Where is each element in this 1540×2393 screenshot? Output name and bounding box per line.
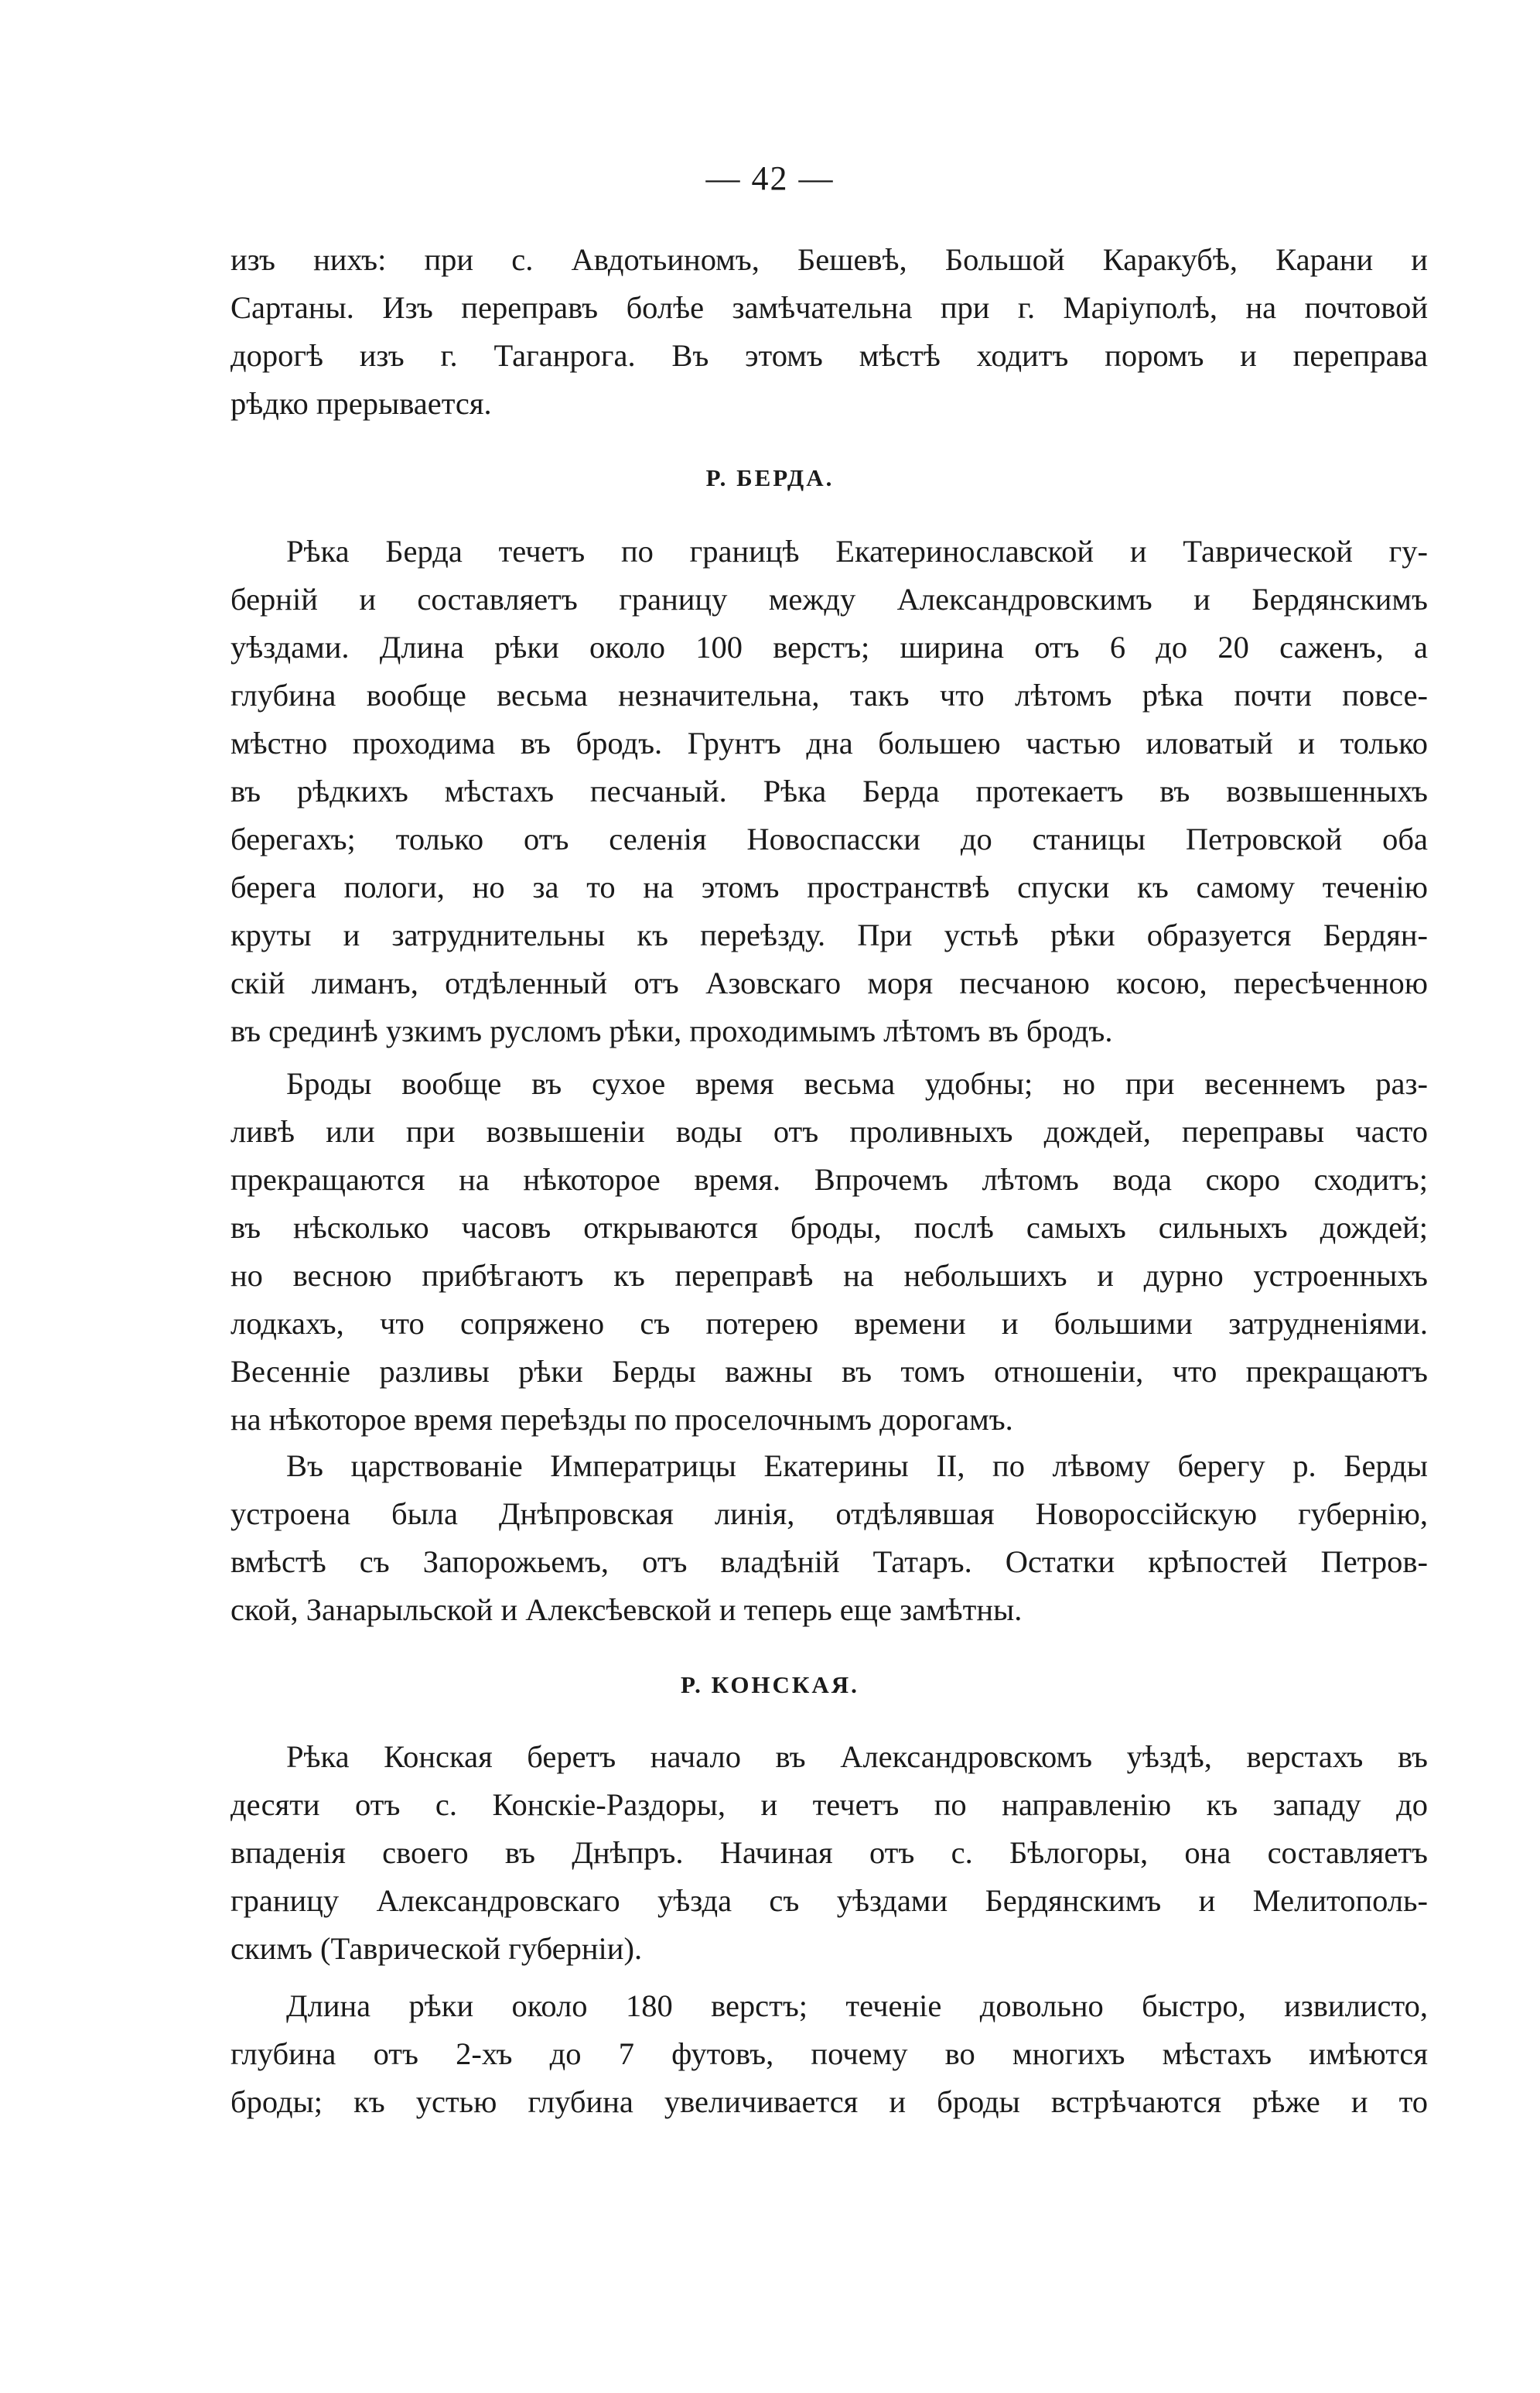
text-line: въ нѣсколько часовъ открываются броды, послѣ самыхъ сильныхъ дождей; [230,1210,1428,1245]
text-line: Въ царствованіе Императрицы Екатерины II, по лѣвому берегу р. Берды [286,1448,1428,1483]
text-line: ливѣ или при возвышеніи воды отъ проливныхъ дождей, переправы часто [230,1114,1428,1149]
text-line: прекращаются на нѣкоторое время. Впрочемъ лѣтомъ вода скоро сходитъ; [230,1162,1428,1197]
text-line: Рѣка Берда течетъ по границѣ Екатеринославской и Таврической гу- [286,534,1428,569]
text-line: границу Александровскаго уѣзда съ уѣздами Бердянскимъ и Мелитополь- [230,1883,1428,1918]
text-line: но весною прибѣгаютъ къ переправѣ на небольшихъ и дурно устроенныхъ [230,1258,1428,1293]
section-heading-berda: Р. БЕРДА. [705,464,835,491]
text-line: дорогѣ изъ г. Таганрога. Въ этомъ мѣстѣ ходитъ поромъ и переправа [230,338,1428,373]
text-line: впаденія своего въ Днѣпръ. Начиная отъ с. Бѣлогоры, она составляетъ [230,1835,1428,1870]
text-line: берегахъ; только отъ селенія Новоспасски до станицы Петровской оба [230,822,1428,856]
text-line: мѣстно проходима въ бродъ. Грунтъ дна большею частью иловатый и только [230,726,1428,761]
berda-paragraph-3 [230,1442,1428,1634]
text-line: лодкахъ, что сопряжено съ потерею времени и большими затрудненіями. [230,1306,1428,1341]
text-line: въ рѣдкихъ мѣстахъ песчаный. Рѣка Берда протекаетъ въ возвышенныхъ [230,774,1428,808]
text-line: круты и затруднительны къ переѣзду. При устьѣ рѣки образуется Бердян- [230,918,1428,952]
konskaya-paragraph-1 [230,1733,1428,1973]
text-line: Сартаны. Изъ переправъ болѣе замѣчательна при г. Маріуполѣ, на почтовой [230,290,1428,325]
text-line: Броды вообще въ сухое время весьма удобны; но при весеннемъ раз- [286,1066,1428,1101]
text-line: глубина отъ 2-хъ до 7 футовъ, почему во многихъ мѣстахъ имѣются [230,2036,1428,2071]
text-line: уѣздами. Длина рѣки около 100 верстъ; ширина отъ 6 до 20 саженъ, а [230,630,1428,665]
text-line: берега пологи, но за то на этомъ пространствѣ спуски къ самому теченію [230,870,1428,904]
text-line: Длина рѣки около 180 верстъ; теченіе довольно быстро, извилисто, [286,1988,1428,2023]
text-line: рѣдко прерывается. [230,386,492,421]
text-line: глубина вообще весьма незначительна, такъ что лѣтомъ рѣка почти повсе- [230,678,1428,713]
text-line: броды; къ устью глубина увеличивается и броды встрѣчаются рѣже и то [230,2084,1428,2119]
text-line: Рѣка Конская беретъ начало въ Александровскомъ уѣздѣ, верстахъ въ [286,1739,1428,1774]
berda-paragraph-1 [230,528,1428,1055]
text-line: изъ нихъ: при с. Авдотьиномъ, Бешевѣ, Большой Каракубѣ, Карани и [230,242,1428,277]
text-line: вмѣстѣ съ Запорожьемъ, отъ владѣній Татаръ. Остатки крѣпостей Петров- [230,1544,1428,1579]
text-line: Весенніе разливы рѣки Берды важны въ томъ отношеніи, что прекращаютъ [230,1354,1428,1389]
text-line: скій лиманъ, отдѣленный отъ Азовскаго моря песчаною косою, пересѣченною [230,966,1428,1000]
text-line: десяти отъ с. Конскіе-Раздоры, и течетъ по направленію къ западу до [230,1787,1428,1822]
section-heading-konskaya: Р. КОНСКАЯ. [681,1671,859,1698]
intro-paragraph [230,236,1428,428]
text-line: скимъ (Таврической губерніи). [230,1931,643,1966]
berda-paragraph-2 [230,1060,1428,1444]
text-line: въ срединѣ узкимъ русломъ рѣки, проходимымъ лѣтомъ въ бродъ. [230,1014,1113,1048]
text-line: на нѣкоторое время переѣзды по проселочнымъ дорогамъ. [230,1402,1013,1437]
text-line: устроена была Днѣпровская линія, отдѣлявшая Новороссійскую губернію, [230,1496,1428,1531]
konskaya-paragraph-2 [230,1982,1428,2126]
text-line: берній и составляетъ границу между Александровскимъ и Бердянскимъ [230,582,1428,617]
page-number: — 42 — [705,159,835,197]
text-line: ской, Занарыльской и Алексѣевской и теперь еще замѣтны. [230,1592,1023,1627]
